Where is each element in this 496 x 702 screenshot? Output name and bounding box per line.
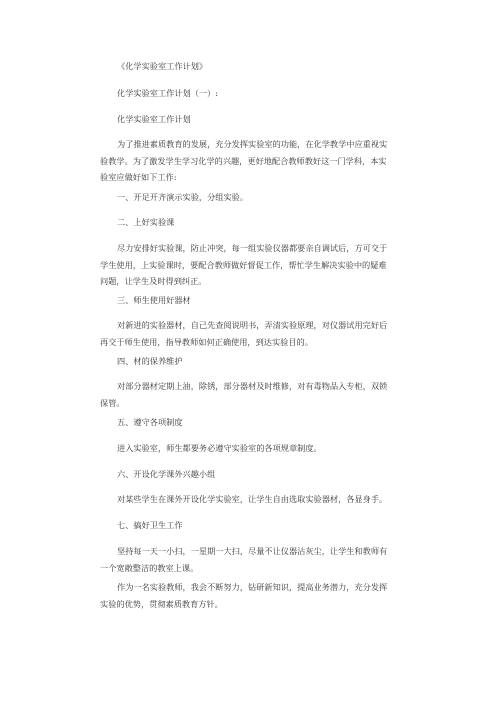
- section-5-body: [117, 440, 409, 457]
- body-line: 进入实验室，师生都要务必遵守实验室的各项规章制度。: [117, 443, 322, 453]
- section-heading-text: 五、遵守各项制度: [117, 417, 183, 427]
- section-heading-text: 六、开设化学课外兴趣小组: [117, 469, 216, 479]
- intro-line: 验室应做好如下工作:: [100, 172, 177, 182]
- subtitle-two-text: 化学实验室工作计划: [117, 114, 191, 124]
- body-line: 学生使用，上实验课时，要配合教师做好督促工作，帮忙学生解决实验中的疑难: [100, 259, 387, 270]
- closing-line: 作为一名实验教师，我会不断努力，钻研新知识，提高业务潜力，充分发挥: [117, 582, 388, 592]
- closing-paragraph: [100, 579, 409, 612]
- section-heading-text: 二、上好实验课: [117, 217, 175, 227]
- document-title: [117, 58, 409, 75]
- subtitle-one-text: 化学实验室工作计划（一）:: [117, 88, 219, 98]
- body-line: 再交于师生使用，指导教师如何正确使用，到达实验目的。: [100, 336, 313, 347]
- body-line: 一个宽敞整洁的教室上课。: [100, 562, 199, 573]
- intro-line: 验教学。为了激发学生学习化学的兴趣，更好地配合教师教好这一门学科，本实: [100, 155, 387, 166]
- section-2-body: [100, 240, 409, 290]
- body-line: 对某些学生在课外开设化学实验室，让学生自由选取实验器材，各显身手。: [117, 494, 388, 504]
- title-text: 《化学实验室工作计划》: [117, 61, 208, 71]
- section-4-heading: [117, 353, 409, 370]
- subtitle-two: [117, 111, 409, 128]
- section-2-heading: [117, 214, 409, 231]
- body-line: 问题，让学生及时得到纠正。: [100, 276, 207, 286]
- intro-line: 为了推进素质教育的发展，充分发挥实验室的功能，在化学教学中应重视实: [117, 139, 388, 149]
- closing-line: 实验的优势，贯彻素质教育方针。: [100, 598, 223, 609]
- body-line: 坚持每一天一小扫，一星期一大扫，尽量不让仪器沾灰尘，让学生和教师有: [117, 546, 388, 556]
- section-6-body: [117, 491, 409, 508]
- section-7-heading: [117, 517, 409, 534]
- body-line: 对部分器材定期上油，除锈，部分器材及时维修，对有毒物品入专柜，双锁: [117, 381, 388, 391]
- section-3-body: [100, 317, 409, 350]
- section-6-heading: [117, 466, 409, 483]
- section-heading-text: 三、师生使用好器材: [117, 295, 191, 305]
- section-1-heading: [117, 189, 409, 206]
- section-heading-text: 四、材的保养维护: [117, 356, 183, 366]
- section-heading-text: 一、开足开齐演示实验，分组实验。: [117, 192, 249, 202]
- body-line: 对新进的实验器材，自己先查阅说明书，弄清实验原理，对仪器试用完好后: [117, 320, 388, 330]
- section-4-body: [100, 378, 409, 411]
- section-7-body: [100, 543, 409, 576]
- subtitle-one: [117, 85, 409, 102]
- section-5-heading: [117, 414, 409, 431]
- intro-paragraph: [100, 136, 409, 186]
- body-line: 保管。: [100, 397, 125, 408]
- body-line: 尽力安排好实验课，防止冲突，每一组实验仪器都要亲自调试后，方可交于: [117, 243, 388, 253]
- section-heading-text: 七、搞好卫生工作: [117, 520, 183, 530]
- section-3-heading: [117, 292, 409, 309]
